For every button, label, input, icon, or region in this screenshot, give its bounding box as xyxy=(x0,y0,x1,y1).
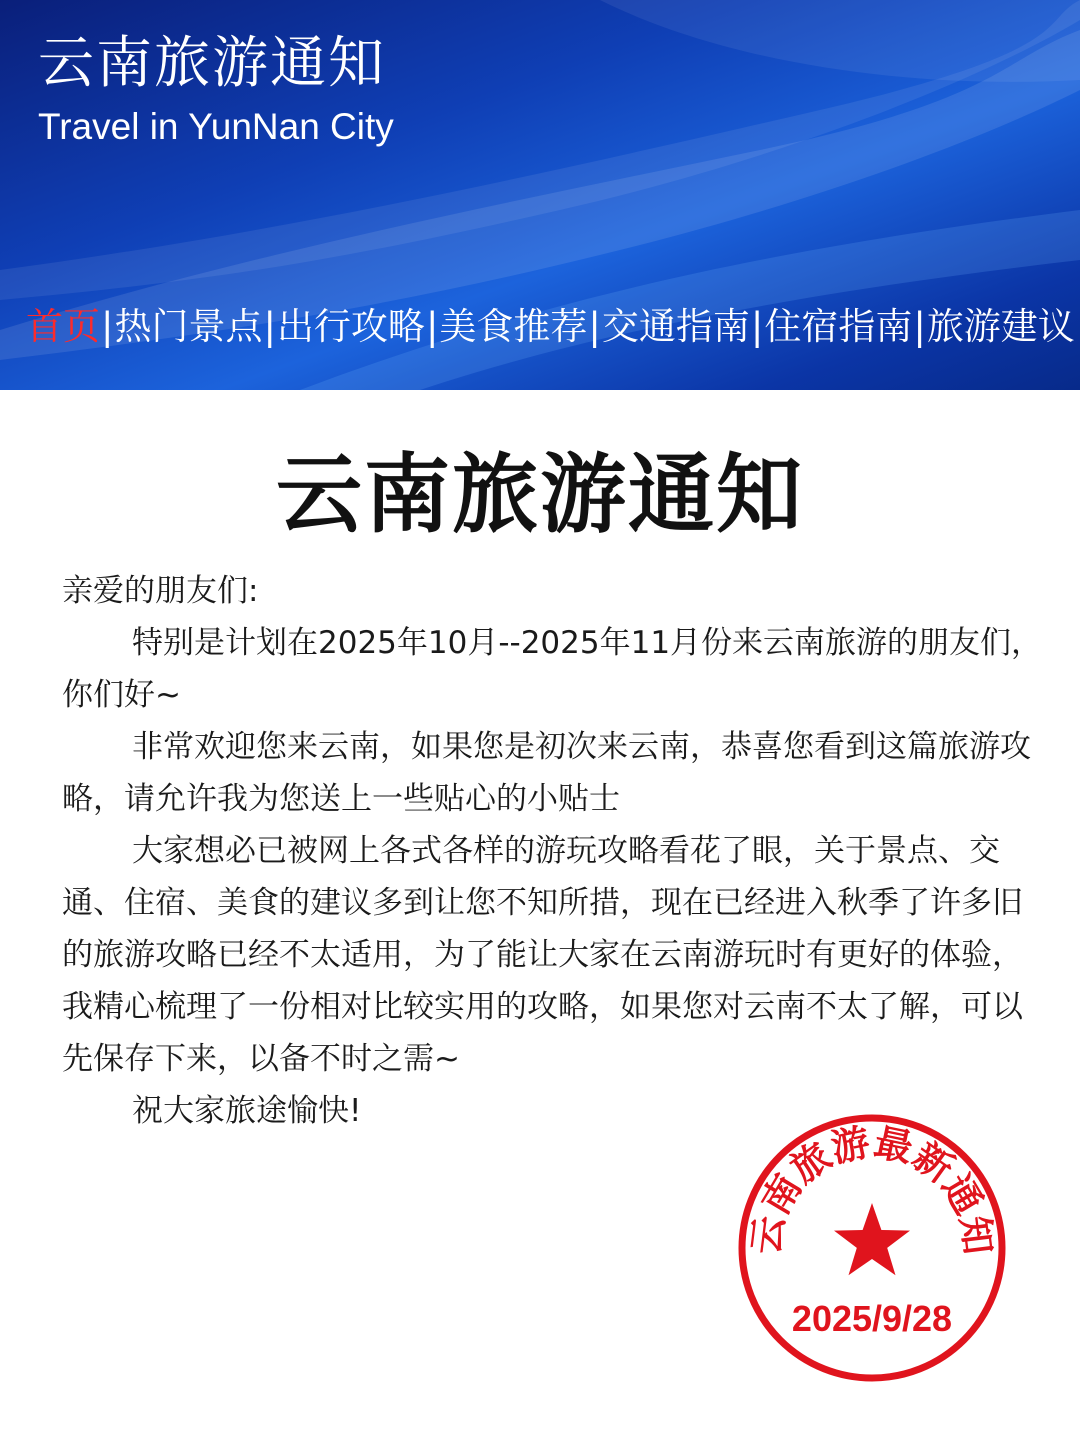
nav-separator: | xyxy=(750,305,764,348)
nav-item-accommodation[interactable]: 住宿指南 xyxy=(764,305,913,348)
paragraph: 特别是计划在2025年10月--2025年11月份来云南旅游的朋友们，你们好~ xyxy=(62,625,1043,713)
nav-item-transport[interactable]: 交通指南 xyxy=(601,305,750,348)
seal-star-icon xyxy=(834,1203,910,1275)
greeting: 亲爱的朋友们: xyxy=(62,573,259,609)
document-title: 云南旅游通知 xyxy=(276,445,804,545)
header-banner xyxy=(0,0,1080,390)
closing-line: 祝大家旅途愉快! xyxy=(132,1093,362,1129)
site-title: 云南旅游通知 xyxy=(38,31,386,96)
nav-item-home[interactable]: 首页 xyxy=(26,305,100,348)
nav-separator: | xyxy=(913,305,926,348)
main-nav xyxy=(26,305,1075,348)
official-seal xyxy=(737,1113,1007,1383)
nav-separator: | xyxy=(588,305,601,348)
paragraph: 非常欢迎您来云南，如果您是初次来云南，恭喜您看到这篇旅游攻略，请允许我为您送上一些贴心的小贴士 xyxy=(62,729,1031,817)
seal-arc-text: 云南旅游最新通知 xyxy=(742,1118,1002,1257)
nav-item-popular-attractions[interactable]: 热门景点 xyxy=(114,305,263,348)
paragraph: 大家想必已被网上各式各样的游玩攻略看花了眼，关于景点、交通、住宿、美食的建议多到让您不知所措，现在已经进入秋季了许多旧的旅游攻略已经不太适用，为了能让大家在云南游玩时有更好的体验，我精心梳理了一份相对比较实用的攻略，如果您对云南不太了解，可以先保存下来，以备不时之需~ xyxy=(62,833,1023,1077)
seal-date: 2025/9/28 xyxy=(791,1298,953,1339)
site-subtitle: Travel in YunNan City xyxy=(38,106,394,147)
nav-separator: | xyxy=(425,305,439,348)
nav-item-travel-guide[interactable]: 出行攻略 xyxy=(276,305,425,348)
nav-item-travel-advice[interactable]: 旅游建议 xyxy=(926,305,1075,348)
nav-item-food[interactable]: 美食推荐 xyxy=(439,305,588,348)
nav-separator: | xyxy=(263,305,276,348)
nav-separator: | xyxy=(101,305,114,348)
document-body xyxy=(62,565,1052,1137)
